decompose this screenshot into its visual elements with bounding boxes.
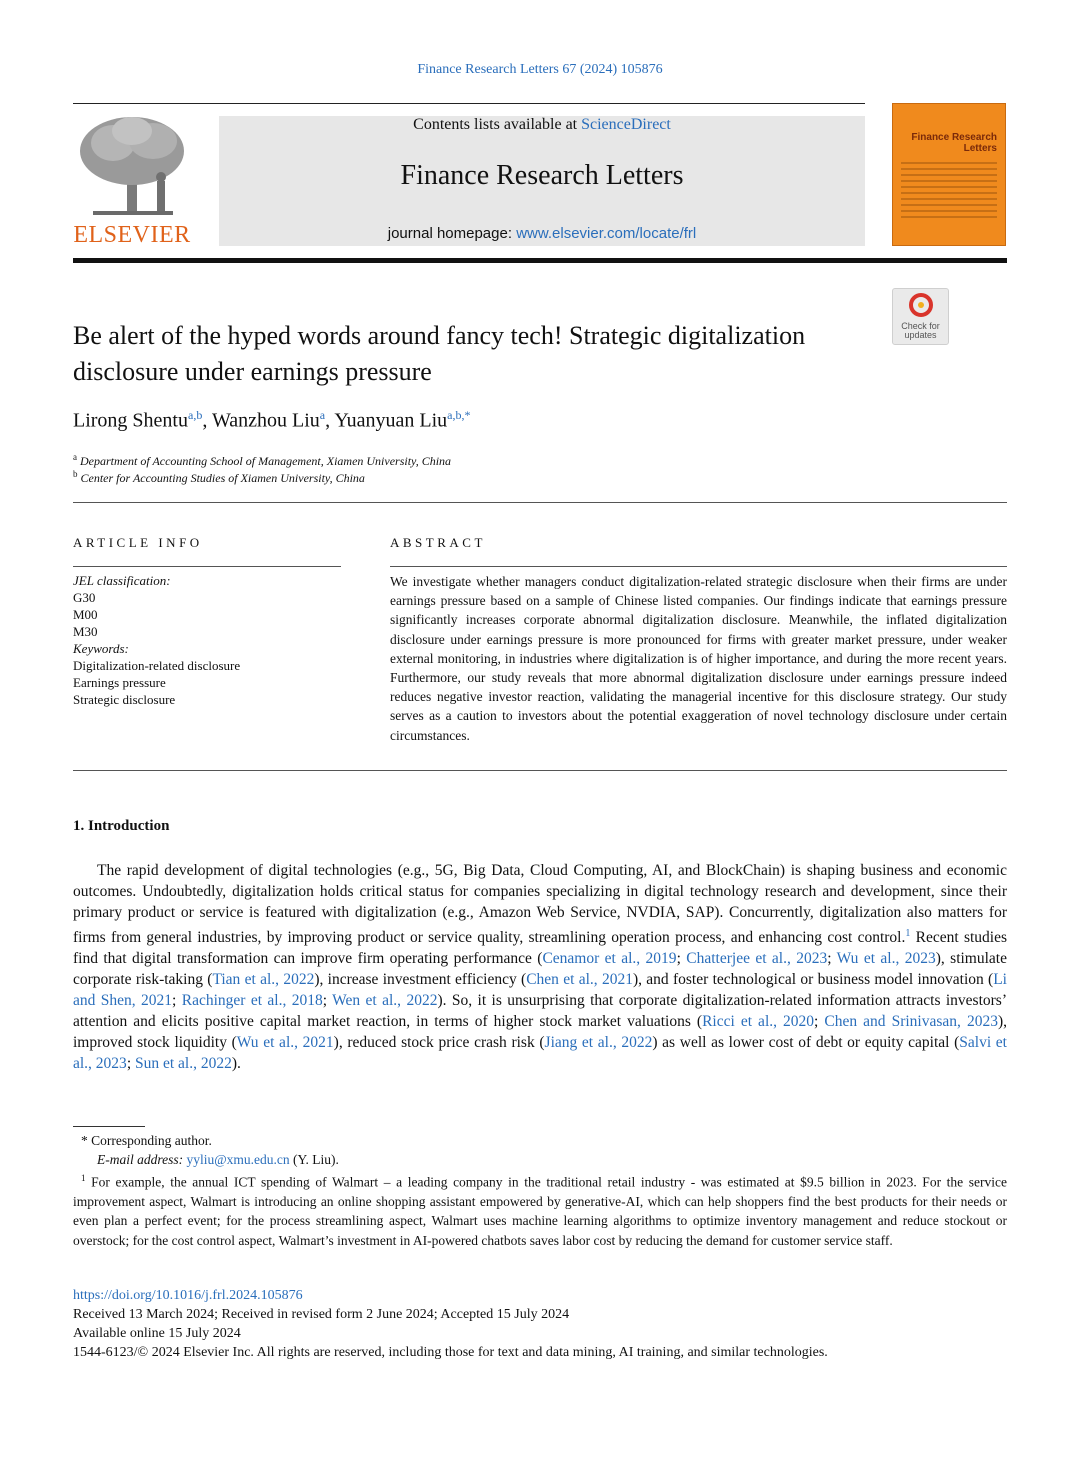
jel-code: G30 [73,590,96,605]
article-info-heading: ARTICLE INFO [73,535,203,550]
homepage-link[interactable]: www.elsevier.com/locate/frl [516,225,697,242]
citation-link[interactable]: Salvi et al., 2023 [73,1034,1007,1073]
affiliation-b: $^b$ Center for Accounting Studies of Xiamen University, China [73,469,365,485]
cover-title: Finance Research Letters [911,132,997,154]
author-affil-mark[interactable]: a,b,* [447,408,471,422]
footnote-rule [73,1126,145,1127]
author-name: Wanzhou Liu [211,409,320,432]
citation-link[interactable]: Jiang et al., 2022 [544,1034,653,1052]
email-note: E-mail address: yyliu@xmu.edu.cn (Y. Liu). [97,1152,339,1167]
jel-code: M30 [73,624,98,639]
journal-cover-image[interactable] [892,103,1006,246]
sciencedirect-link[interactable]: ScienceDirect [581,116,671,133]
journal-title: Finance Research Letters [400,160,684,191]
citation-link[interactable]: Sun et al., 2022 [135,1055,232,1073]
article-title: Be alert of the hyped words around fancy tech! Strategic digitalization disclosure under earnings pressure [73,321,806,386]
keywords-label: Keywords: [73,641,129,656]
author-list: Lirong Shentu$^{a,b}$, Wanzhou Liu$^a$, Yuanyuan Liu$^{a,b,*}$ [73,408,471,432]
keyword: Strategic disclosure [73,692,176,707]
author-name: Yuanyuan Liu [334,409,448,432]
citation-link[interactable]: Cenamor et al., 2019 [542,950,677,968]
keyword: Earnings pressure [73,675,166,690]
divider [73,770,1007,771]
contents-line: Contents lists available at ScienceDirect [413,116,671,133]
header-rule [73,103,865,104]
jel-code: M00 [73,607,98,622]
footnote-1: $^1$ For example, the annual ICT spending of Walmart – a leading company in the traditional retail industry - was estimated at $9.5 billion in 2023. For the service improvement aspect, Walmart is introducing an online shopping assistant empowered by generative-AI, which can help shoppers find the best products for their needs or even plan a perfect event; for the process streamlining aspect, Walmart uses machine learning algorithms to optimize inventory management and reduce stockout or overstock; for the cost control aspect, Walmart’s investment in AI-powered chatbots saves labor cost by reducing the demand for customer service staff. [73,1173,1008,1248]
keyword: Digitalization-related disclosure [73,658,241,673]
citation-link[interactable]: Chatterjee et al., 2023 [686,950,828,968]
section-heading-introduction: 1. Introduction [73,818,170,834]
doi-link[interactable]: https://doi.org/10.1016/j.frl.2024.105876 [73,1288,303,1303]
citation-link[interactable]: Rachinger et al., 2018 [181,992,323,1010]
received-dates: Received 13 March 2024; Received in revised form 2 June 2024; Accepted 15 July 2024 [73,1307,570,1322]
elsevier-wordmark: ELSEVIER [73,222,191,248]
abstract-rule [390,566,1007,567]
copyright-notice: 1544-6123/© 2024 Elsevier Inc. All rights are reserved, including those for text and data mining, AI training, and similar technologies. [73,1345,828,1360]
citation-link[interactable]: Wen et al., 2022 [332,992,438,1010]
journal-homepage: journal homepage: www.elsevier.com/locate/frl [387,225,697,242]
abstract-heading: ABSTRACT [390,535,486,550]
introduction-paragraph: The rapid development of digital technologies (e.g., 5G, Big Data, Cloud Computing, AI, and BlockChain) is shaping business and economic outcomes. Undoubtedly, digitalization holds critical status for companies specializing in digital technology research and development, since their primary product or service is featured with digitalization (e.g., Amazon Web Service, NVDIA, SAP). Concurrently, digitalization also matters for firms from general industries, by improving product or service quality, streamlining operation process, and enhancing cost control.$^1$ Recent studies find that digital transformation can improve firm operating performance (Cenamor et al., 2019; Chatterjee et al., 2023; Wu et al., 2023), stimulate corporate risk-taking (Tian et al., 2022), increase investment efficiency (Chen et al., 2021), and foster technological or business model innovation (Li and Shen, 2021; Rachinger et al., 2018; Wen et al., 2022). So, it is unsurprising that corporate digitalization-related information attracts investors’ attention and elicits positive capital market reaction, in terms of higher stock market valuations (Ricci et al., 2020; Chen and Srinivasan, 2023), improved stock liquidity (Wu et al., 2021), reduced stock price crash risk (Jiang et al., 2022) as well as lower cost of debt or equity capital (Salvi et al., 2023; Sun et al., 2022). [73,862,1007,1073]
corresponding-author-note: * Corresponding author. [81,1133,212,1148]
email-link[interactable]: yyliu@xmu.edu.cn [186,1152,290,1167]
article-info-rule [73,566,341,567]
citation-link[interactable]: Chen and Srinivasan, 2023 [824,1013,998,1031]
article-info-block [73,572,341,708]
header-thick-rule [73,258,1007,263]
citation-link[interactable]: Wu et al., 2021 [236,1034,334,1052]
jel-label: JEL classification: [73,573,171,588]
footnote-ref[interactable]: 1 [905,928,911,939]
author-name: Lirong Shentu [73,409,188,432]
check-for-updates-button[interactable] [892,288,949,345]
crossmark-icon [909,293,933,317]
citation-link[interactable]: Wu et al., 2023 [836,950,936,968]
citation-link[interactable]: Tian et al., 2022 [212,971,315,989]
crossmark-label: Check for updates [901,321,940,340]
citation-link[interactable]: Li and Shen, 2021 [73,971,1007,1010]
available-online-date: Available online 15 July 2024 [73,1326,241,1341]
citation-link[interactable]: Ricci et al., 2020 [702,1013,815,1031]
journal-citation[interactable]: Finance Research Letters 67 (2024) 105876 [417,62,663,77]
affiliation-a: $^a$ Department of Accounting School of Management, Xiamen University, China [73,452,452,468]
author-affil-mark[interactable]: a [319,408,326,422]
abstract-text: We investigate whether managers conduct digitalization-related strategic disclosure when their firms are under earnings pressure based on a sample of Chinese listed companies. Our findings indicate that earnings pressure significantly increases corporate abnormal digitalization disclosure. Meanwhile, the inflated digitalization disclosure under earnings pressure is more pronounced for firms with greater market pressure, under weaker external monitoring, in industries where digitalization is of higher importance, and during the more recent years. Furthermore, our study reveals that more abnormal digitalization disclosure under earnings pressure indeed reduces negative investor reaction, validating the managerial incentive for this disclosure strategy. Our study serves as a caution to investors about the potential exaggeration of novel technology disclosure under certain circumstances. [390,574,1007,743]
cover-contents-lines [901,162,997,232]
citation-link[interactable]: Chen et al., 2021 [526,971,633,989]
divider [73,502,1007,503]
author-affil-mark[interactable]: a,b [188,408,203,422]
